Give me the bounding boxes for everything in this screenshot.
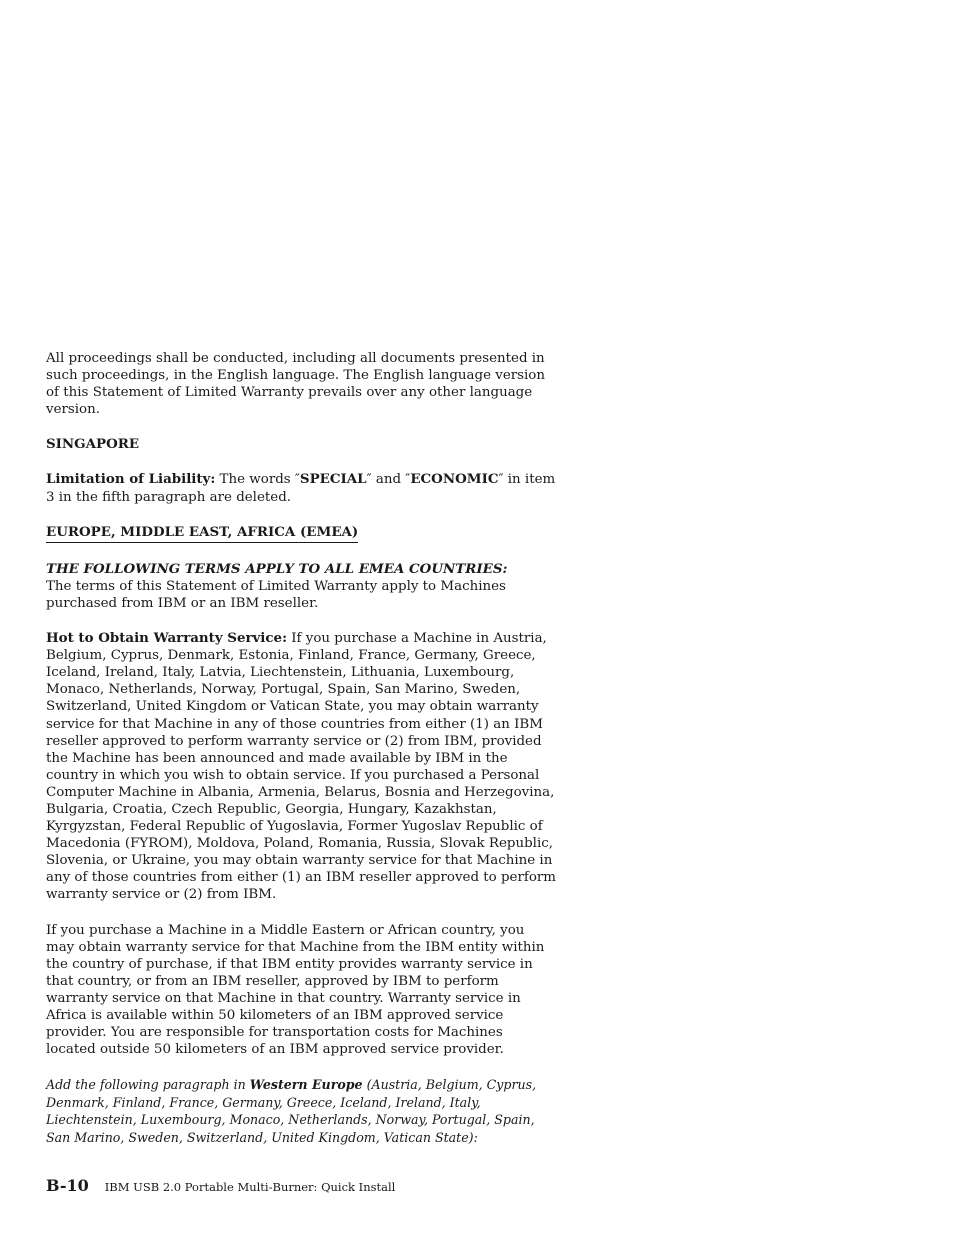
middle-east-paragraph: If you purchase a Machine in a Middle Eastern or African country, you may obtain warranty service for that Machine from the IBM entity within the country of purchase, if that IBM entity provides warranty service in that country, or from an IBM reseller, approved by IBM to perform warranty service on that Machine in that country. Warranty service in Africa is available within 50 kilometers of an IBM approved service provider. You are responsible for transportation costs for Machines located outside 50 kilometers of an IBM approved service provider. — [46, 922, 545, 1058]
footer-title: IBM USB 2.0 Portable Multi-Burner: Quick Install — [104, 1180, 396, 1194]
document-body — [46, 350, 556, 1164]
page-number: B-10 — [46, 1176, 89, 1195]
emea-heading: EUROPE, MIDDLE EAST, AFRICA (EMEA) — [46, 524, 358, 543]
limitation-label: Limitation of Liability: — [46, 471, 216, 488]
emea-terms-paragraph: The terms of this Statement of Limited Warranty apply to Machines purchased from IBM or an IBM reseller. — [46, 578, 506, 611]
limitation-text-3: ″ in item 3 in the fifth paragraph are deleted. — [46, 472, 556, 505]
singapore-heading: SINGAPORE — [46, 436, 140, 453]
western-europe-term: Western Europe — [249, 1077, 363, 1093]
special-term: SPECIAL — [299, 471, 367, 488]
limitation-text-2: ″ and ″ — [366, 472, 411, 488]
limitation-text-1: The words ″ — [215, 472, 300, 488]
western-europe-paragraph — [46, 1076, 556, 1146]
emea-terms-heading: THE FOLLOWING TERMS APPLY TO ALL EMEA COUNTRIES: — [46, 560, 508, 577]
economic-term: ECONOMIC — [410, 471, 499, 488]
add-text-2: (Austria, Belgium, Cyprus, Denmark, Finland, France, Germany, Greece, Iceland, Ireland, Italy, Liechtenstein, Luxembourg, Monaco, Netherlands, Norway, Portugal, Spain, San Marino, Sweden, Switzerland, United Kingdom, Vatican State): — [46, 1077, 537, 1145]
obtain-service-text: If you purchase a Machine in Austria, Belgium, Cyprus, Denmark, Estonia, Finland, France, Germany, Greece, Iceland, Ireland, Italy, Latvia, Liechtenstein, Lithuania, Luxembourg, Monaco, Netherlands, Norway, Portugal, Spain, San Marino, Sweden, Switzerland, United Kingdom or Vatican State, you may obtain warranty service for that Machine in any of those countries from either (1) an IBM reseller approved to perform warranty service or (2) from IBM, provided the Machine has been announced and made available by IBM in the country in which you wish to obtain service. If you purchased a Personal Computer Machine in Albania, Armenia, Belarus, Bosnia and Herzegovina, Bulgaria, Croatia, Czech Republic, Georgia, Hungary, Kazakhstan, Kyrgyzstan, Federal Republic of Yugoslavia, Former Yugoslav Republic of Macedonia (FYROM), Moldova, Poland, Romania, Russia, Slovak Republic, Slovenia, or Ukraine, you may obtain warranty service for that Machine in any of those countries from either (1) an IBM reseller approved to perform warranty service or (2) from IBM. — [46, 631, 556, 903]
obtain-service-label: Hot to Obtain Warranty Service: — [46, 630, 288, 647]
page-footer — [46, 1176, 646, 1195]
obtain-service-paragraph — [46, 630, 556, 904]
add-text-1: Add the following paragraph in — [46, 1077, 250, 1093]
proceedings-paragraph: All proceedings shall be conducted, including all documents presented in such proceedings, in the English language. The English language version of this Statement of Limited Warranty prevails over any other language version. — [46, 351, 545, 418]
limitation-paragraph — [46, 471, 556, 505]
